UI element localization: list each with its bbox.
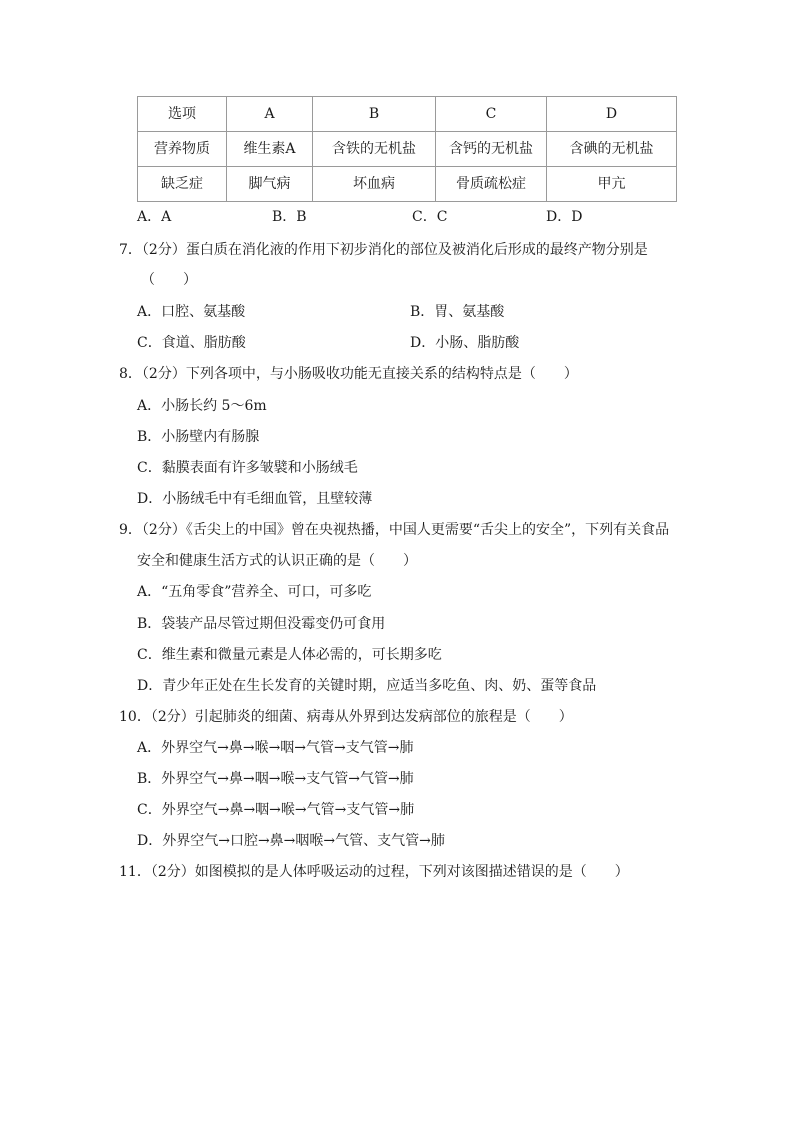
q6-option-c: C．C bbox=[412, 209, 448, 225]
table-cell: 含碘的无机盐 bbox=[547, 132, 677, 167]
table-row bbox=[138, 167, 677, 202]
q8-option-b: B．小肠壁内有肠腺 bbox=[137, 429, 260, 445]
q7-option-d: D．小肠、脂肪酸 bbox=[410, 335, 520, 351]
table-cell: 选项 bbox=[138, 97, 227, 132]
q10-option-b: B．外界空气→鼻→咽→喉→支气管→气管→肺 bbox=[137, 771, 414, 787]
nutrient-deficiency-table bbox=[137, 96, 677, 202]
table-cell: 骨质疏松症 bbox=[436, 167, 547, 202]
table-cell: 维生素A bbox=[227, 132, 313, 167]
table-cell: B bbox=[313, 97, 436, 132]
q9-option-d: D．青少年正处在生长发育的关键时期，应适当多吃鱼、肉、奶、蛋等食品 bbox=[137, 678, 597, 694]
q8-option-a: A．小肠长约 5～6m bbox=[137, 398, 267, 414]
table-cell: 缺乏症 bbox=[138, 167, 227, 202]
q8-stem: 8．（2分）下列各项中，与小肠吸收功能无直接关系的结构特点是（ ） bbox=[119, 366, 578, 382]
table-cell: 甲亢 bbox=[547, 167, 677, 202]
q7-option-a: A．口腔、氨基酸 bbox=[137, 304, 246, 320]
q6-option-d: D．D bbox=[546, 209, 583, 225]
q10-stem: 10．（2分）引起肺炎的细菌、病毒从外界到达发病部位的旅程是（ ） bbox=[119, 709, 573, 725]
table-row bbox=[138, 132, 677, 167]
q9-stem-line-1: 9．（2分）《舌尖上的中国》曾在央视热播，中国人更需要“舌尖上的安全”，下列有关食品 bbox=[119, 522, 670, 538]
table-cell: 坏血病 bbox=[313, 167, 436, 202]
q7-stem-line-1: 7．（2分）蛋白质在消化液的作用下初步消化的部位及被消化后形成的最终产物分别是 bbox=[119, 242, 648, 258]
q9-option-b: B．袋装产品尽管过期但没霉变仍可食用 bbox=[137, 616, 386, 632]
table-cell: 含钙的无机盐 bbox=[436, 132, 547, 167]
q9-option-c: C．维生素和微量元素是人体必需的，可长期多吃 bbox=[137, 647, 442, 663]
q10-option-a: A．外界空气→鼻→喉→咽→气管→支气管→肺 bbox=[137, 740, 414, 756]
q9-option-a: A．“五角零食”营养全、可口，可多吃 bbox=[137, 584, 372, 600]
q9-stem-line-2: 安全和健康生活方式的认识正确的是（ ） bbox=[137, 553, 417, 569]
q8-option-c: C．黏膜表面有许多皱襞和小肠绒毛 bbox=[137, 460, 358, 476]
q10-option-c: C．外界空气→鼻→咽→喉→气管→支气管→肺 bbox=[137, 802, 415, 818]
q6-option-a: A．A bbox=[137, 209, 172, 225]
q7-option-b: B．胃、氨基酸 bbox=[410, 304, 505, 320]
table-cell: 含铁的无机盐 bbox=[313, 132, 436, 167]
q7-stem-line-2: （ ） bbox=[141, 272, 197, 288]
table-cell: A bbox=[227, 97, 313, 132]
q11-stem: 11．（2分）如图模拟的是人体呼吸运动的过程，下列对该图描述错误的是（ ） bbox=[119, 864, 629, 880]
q8-option-d: D．小肠绒毛中有毛细血管，且壁较薄 bbox=[137, 491, 373, 507]
q6-option-b: B．B bbox=[272, 209, 307, 225]
table-row bbox=[138, 97, 677, 132]
q7-option-c: C．食道、脂肪酸 bbox=[137, 335, 246, 351]
table-cell: 营养物质 bbox=[138, 132, 227, 167]
table-cell: 脚气病 bbox=[227, 167, 313, 202]
table-cell: C bbox=[436, 97, 547, 132]
q10-option-d: D．外界空气→口腔→鼻→咽喉→气管、支气管→肺 bbox=[137, 833, 445, 849]
table-cell: D bbox=[547, 97, 677, 132]
